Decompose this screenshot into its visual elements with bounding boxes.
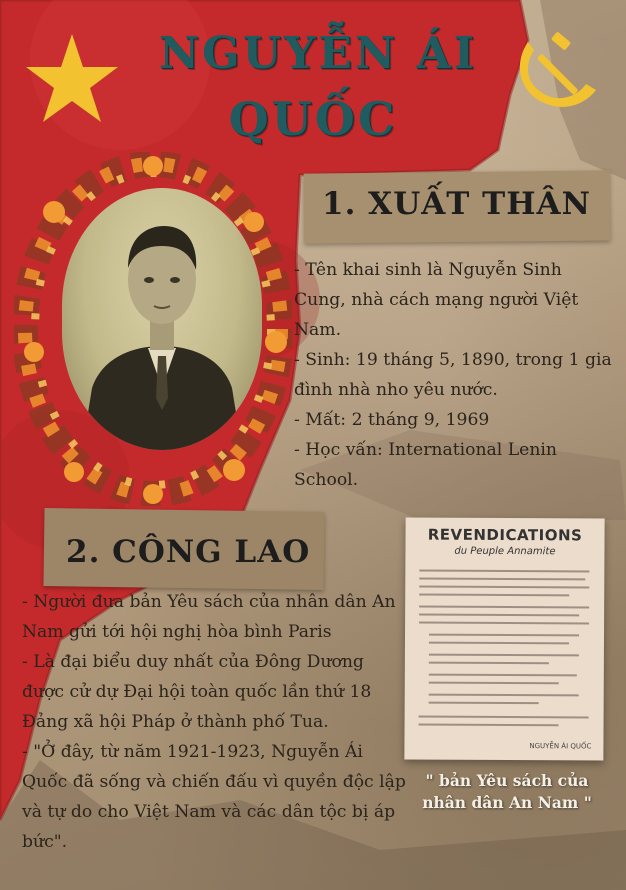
- document-caption: " bản Yêu sách của nhân dân An Nam ": [422, 771, 592, 812]
- section-2-body: [22, 587, 407, 857]
- title-line-1: NGUYỄN ÁI: [158, 28, 478, 79]
- document-signature: NGUYỄN ÁI QUỐC: [529, 742, 592, 751]
- section-2-line: - Người đưa bản Yêu sách của nhân dân An Nam gửi tới hội nghị hòa bình Paris: [22, 592, 396, 642]
- document-text-line: [429, 634, 579, 637]
- document-text-line: [429, 654, 579, 657]
- section-1-line: - Học vấn: International Lenin School.: [294, 440, 557, 490]
- document-text-line: [419, 570, 589, 573]
- title-line-2: QUỐC: [228, 92, 398, 146]
- document-text-line: [419, 606, 589, 609]
- document-text-line: [429, 694, 579, 697]
- section-1-body: [294, 255, 612, 495]
- document-text-line: [419, 724, 559, 727]
- document-heading: REVENDICATIONS: [427, 525, 583, 545]
- document-text-line: [429, 662, 549, 665]
- document-text-line: [419, 614, 579, 617]
- section-2-line: - "Ở đây, từ năm 1921-1923, Nguyễn Ái Quốc đã sống và chiến đấu vì quyền độc lập và tự do cho Việt Nam và các dân tộc bị áp bức".: [22, 742, 406, 852]
- document-subheading: du Peuple Annamite: [454, 545, 556, 558]
- section-1-title: 1. XUẤT THÂN: [322, 186, 591, 222]
- historical-document: [404, 517, 604, 760]
- section-2-line: - Là đại biểu duy nhất của Đông Dương được cử dự Đại hội toàn quốc lần thứ 18 Đảng xã hội Pháp ở thành phố Tua.: [22, 652, 372, 732]
- section-1-line: - Tên khai sinh là Nguyễn Sinh Cung, nhà cách mạng người Việt Nam.: [294, 260, 579, 340]
- document-text-line: [419, 716, 589, 719]
- portrait-photo: [62, 188, 262, 450]
- document-text-line: [419, 586, 589, 589]
- section-1-line: - Sinh: 19 tháng 5, 1890, trong 1 gia đình nhà nho yêu nước.: [294, 350, 612, 400]
- document-text-line: [419, 622, 589, 625]
- document-text-line: [429, 682, 559, 685]
- document-text-line: [419, 594, 569, 597]
- document-text-line: [429, 702, 539, 705]
- document-text-line: [419, 578, 585, 581]
- section-2-title: 2. CÔNG LAO: [66, 534, 311, 570]
- document-text-line: [429, 642, 569, 645]
- section-1-line: - Mất: 2 tháng 9, 1969: [294, 410, 490, 430]
- document-text-line: [429, 674, 577, 677]
